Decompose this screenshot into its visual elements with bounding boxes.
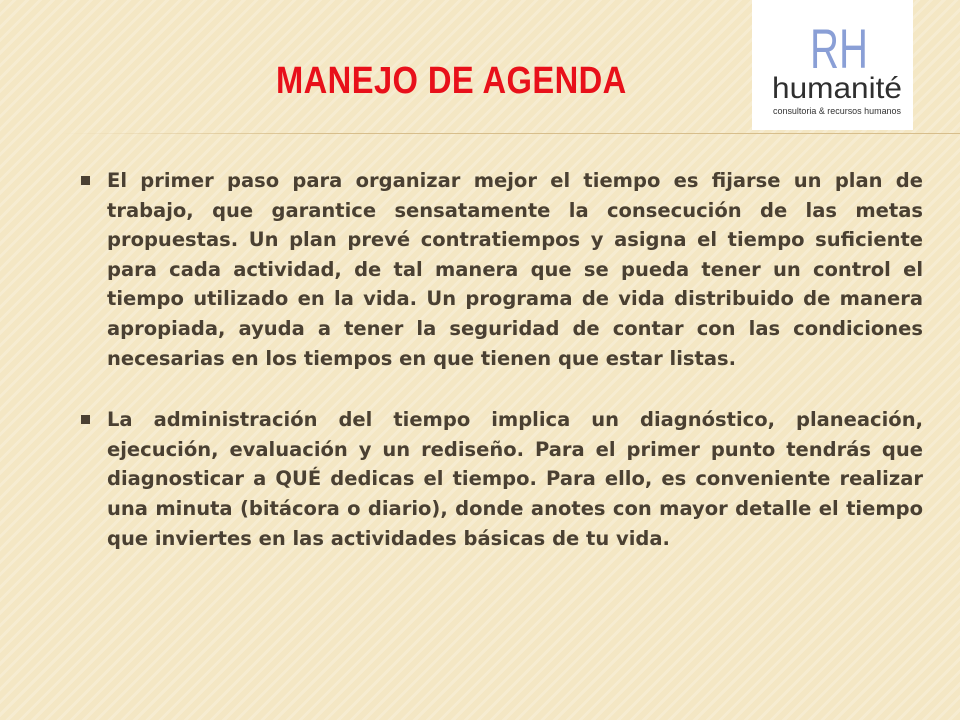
slide-title: MANEJO DE AGENDA — [276, 60, 627, 102]
humanite-logo — [752, 0, 913, 130]
square-bullet-icon — [81, 176, 90, 185]
bullet-item — [76, 405, 923, 553]
title-divider — [60, 133, 960, 134]
logo-name: humanité — [772, 72, 902, 105]
bullet-list — [76, 166, 923, 585]
square-bullet-icon — [81, 415, 90, 424]
bullet-text: La administración del tiempo implica un diagnóstico, planeación, ejecución, evaluación y un rediseño. Para el primer punto tendrás que diagnosticar a QUÉ dedicas el tiempo. Para ello, es conveniente realizar una minuta (bitácora o diario), donde anotes con mayor detalle el tiempo que inviertes en las actividades básicas de tu vida. — [107, 408, 923, 550]
bullet-item — [76, 166, 923, 373]
bullet-text: El primer paso para organizar mejor el tiempo es fijarse un plan de trabajo, que garantice sensatamente la consecución de las metas propuestas. Un plan prevé contratiempos y asigna el tiempo suficiente para cada actividad, de tal manera que se pueda tener un control el tiempo utilizado en la vida. Un programa de vida distribuido de manera apropiada, ayuda a tener la seguridad de contar con las condiciones necesarias en los tiempos en que tienen que estar listas. — [107, 169, 923, 370]
logo-tagline: consultoria & recursos humanos — [773, 106, 902, 116]
logo-monogram: RH — [810, 17, 868, 80]
